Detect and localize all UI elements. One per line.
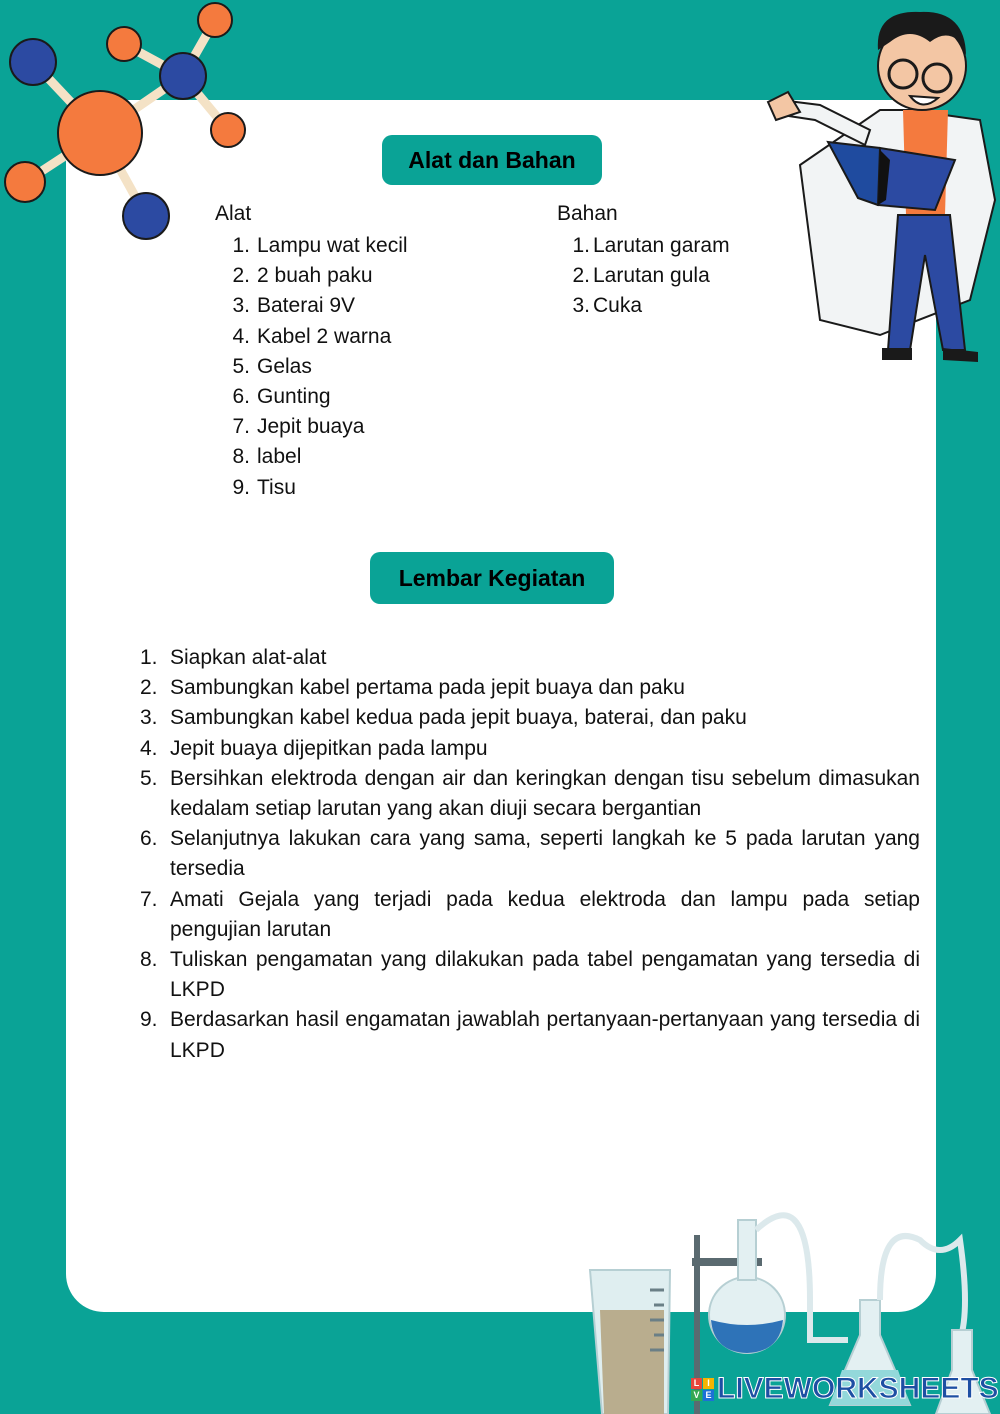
list-item: 2. Larutan gula — [572, 264, 710, 288]
list-item: 4. Kabel 2 warna — [232, 324, 392, 348]
watermark-text: LIVEWORKSHEETS — [717, 1372, 999, 1405]
list-item: 6. Gunting — [232, 384, 331, 408]
liveworksheets-logo-icon: L I V E — [691, 1378, 714, 1401]
step-item: 2. Sambungkan kabel pertama pada jepit buaya dan paku — [140, 676, 685, 700]
alat-heading: Alat — [215, 202, 252, 225]
step-item: 9. Berdasarkan hasil engamatan jawablah pertanyaan-pertanyaan yang tersedia di LKPD — [140, 1008, 920, 1062]
scientist-illustration — [760, 0, 1000, 370]
step-item: 8. Tuliskan pengamatan yang dilakukan pada tabel pengamatan yang tersedia di LKPD — [140, 948, 920, 1002]
section-title-alat-bahan: Alat dan Bahan — [382, 135, 602, 185]
list-item: 9. Tisu — [232, 475, 296, 499]
bahan-heading: Bahan — [557, 202, 618, 225]
activity-steps — [140, 643, 920, 1066]
step-item: 1. Siapkan alat-alat — [140, 646, 327, 669]
section-title-lembar-kegiatan: Lembar Kegiatan — [370, 552, 614, 604]
list-item: 1. Lampu wat kecil — [232, 234, 408, 257]
list-item: 2. 2 buah paku — [232, 264, 373, 288]
list-item: 3. Baterai 9V — [232, 294, 356, 318]
list-item: 5. Gelas — [232, 354, 312, 378]
liveworksheets-watermark — [691, 1372, 999, 1406]
step-item: 4. Jepit buaya dijepitkan pada lampu — [140, 736, 488, 760]
list-item: 3. Cuka — [572, 294, 643, 318]
bahan-list — [566, 231, 730, 322]
alat-list — [222, 231, 408, 503]
list-item: 8. label — [232, 445, 302, 469]
step-item: 5. Bersihkan elektroda dengan air dan keringkan dengan tisu sebelum dimasukan kedalam setiap larutan yang akan diuji secara bergantian — [140, 766, 920, 821]
step-item: 7. Amati Gejala yang terjadi pada kedua elektroda dan lampu pada setiap pengujian larutan — [140, 887, 920, 941]
step-item: 6. Selanjutnya lakukan cara yang sama, seperti langkah ke 5 pada larutan yang tersedia — [140, 827, 920, 881]
list-item: 1. Larutan garam — [572, 234, 730, 257]
list-item: 7. Jepit buaya — [232, 415, 365, 439]
step-item: 3. Sambungkan kabel kedua pada jepit buaya, baterai, dan paku — [140, 706, 747, 730]
